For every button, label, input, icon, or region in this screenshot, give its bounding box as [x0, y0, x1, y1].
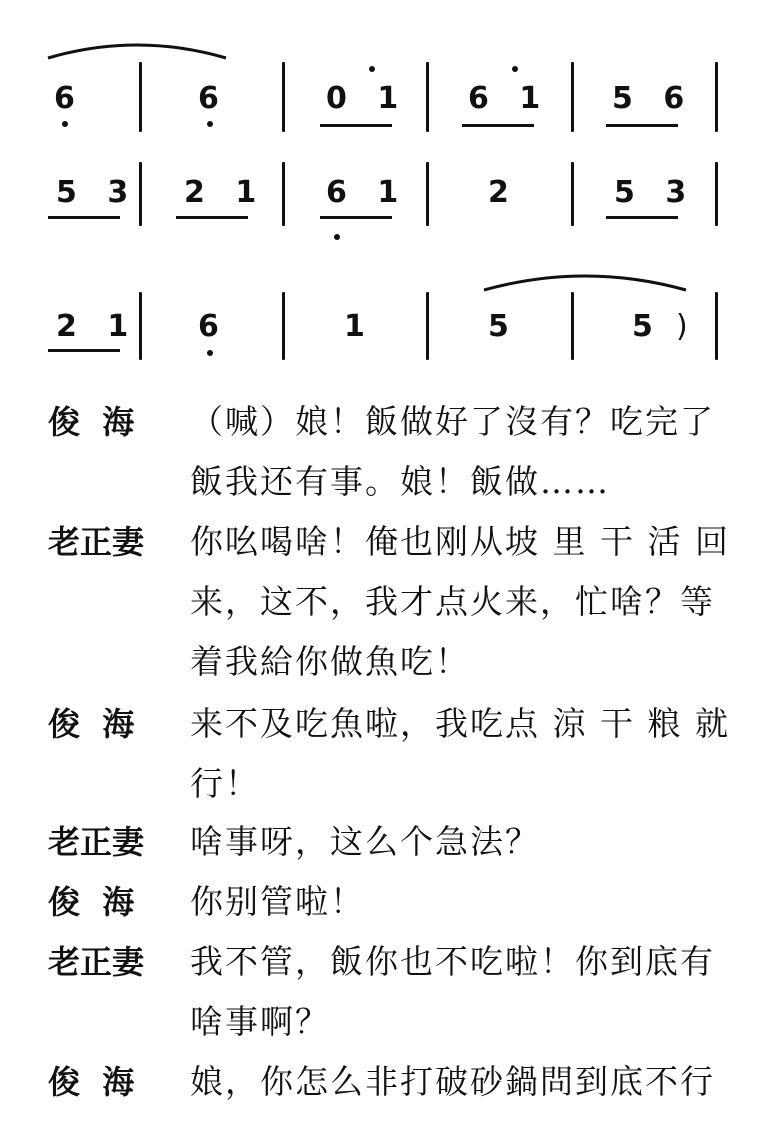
- dialogue-line: 飯我还有事。娘！飯做……: [190, 462, 610, 501]
- bar-line: [282, 292, 285, 360]
- bar-line: [571, 292, 574, 360]
- note-measure: 6 1: [326, 175, 409, 210]
- dialogue-line: 我不管，飯你也不吃啦！你到底有: [190, 942, 715, 981]
- low-octave-dot: [334, 234, 340, 240]
- note-measure: 2 1: [56, 309, 139, 344]
- note-measure: 5 6: [612, 81, 695, 116]
- slur-tie-row3: [480, 268, 690, 294]
- speaker-name: 俊 海: [48, 883, 135, 921]
- bar-line: [139, 162, 142, 226]
- high-octave-dot: [369, 66, 375, 72]
- low-octave-dot: [207, 121, 213, 127]
- note-measure: 0 1: [326, 81, 409, 116]
- note-measure: 6: [198, 81, 229, 116]
- note-measure: 5: [632, 309, 663, 344]
- speaker-name: 老正妻: [48, 943, 145, 981]
- bar-line: [282, 62, 285, 132]
- dialogue-line: 啥事呀，这么个急法？: [190, 822, 540, 861]
- low-octave-dot: [207, 350, 213, 356]
- note-measure: 2: [488, 175, 519, 210]
- bar-line: [426, 62, 429, 132]
- note-measure: 2 1: [184, 175, 267, 210]
- note-measure: 6 1: [468, 81, 551, 116]
- bar-line: [715, 162, 718, 226]
- underline-beam: [606, 216, 678, 219]
- high-octave-dot: [512, 66, 518, 72]
- underline-beam: [48, 349, 120, 352]
- dialogue-line: 啥事啊？: [190, 1002, 330, 1041]
- dialogue-line: （喊）娘！飯做好了沒有？吃完了: [190, 402, 715, 441]
- underline-beam: [320, 216, 392, 219]
- underline-beam: [462, 124, 534, 127]
- dialogue-line: 行！: [190, 764, 260, 803]
- dialogue-line: 娘，你怎么非打破砂鍋問到底不行: [190, 1062, 715, 1101]
- bar-line: [426, 292, 429, 360]
- dialogue-line: 来不及吃魚啦，我吃点 涼 干 粮 就: [190, 704, 730, 743]
- speaker-name: 俊 海: [48, 403, 135, 441]
- speaker-name: 俊 海: [48, 705, 135, 743]
- note-measure: 6: [54, 81, 85, 116]
- note-measure: 1: [344, 309, 375, 344]
- speaker-name: 俊 海: [48, 1063, 135, 1101]
- bar-line: [426, 162, 429, 226]
- bar-line: [715, 292, 718, 360]
- note-measure: 5 3: [614, 175, 697, 210]
- speaker-name: 老正妻: [48, 523, 145, 561]
- note-measure: 5: [488, 309, 519, 344]
- underline-beam: [48, 216, 120, 219]
- bar-line: [139, 62, 142, 132]
- numbered-notation-score: [0, 0, 772, 380]
- bar-line: [571, 162, 574, 226]
- underline-beam: [320, 124, 392, 127]
- dialogue-line: 着我給你做魚吃！: [190, 642, 470, 681]
- underline-beam: [606, 124, 678, 127]
- bar-line: [715, 62, 718, 132]
- dialogue-line: 你别管啦！: [190, 882, 365, 921]
- dialogue-line: 你吆喝啥！俺也刚从坡 里 干 活 回: [190, 522, 730, 561]
- bar-line: [571, 62, 574, 132]
- note-measure: 5 3: [56, 175, 139, 210]
- bar-line: [139, 292, 142, 360]
- note-measure: 6: [198, 309, 229, 344]
- underline-beam: [176, 216, 248, 219]
- closing-parenthesis: ): [676, 309, 688, 344]
- dialogue-line: 来，这不，我才点火来，忙啥？等: [190, 582, 715, 621]
- low-octave-dot: [62, 121, 68, 127]
- slur-tie-row1: [44, 38, 230, 62]
- bar-line: [282, 162, 285, 226]
- speaker-name: 老正妻: [48, 823, 145, 861]
